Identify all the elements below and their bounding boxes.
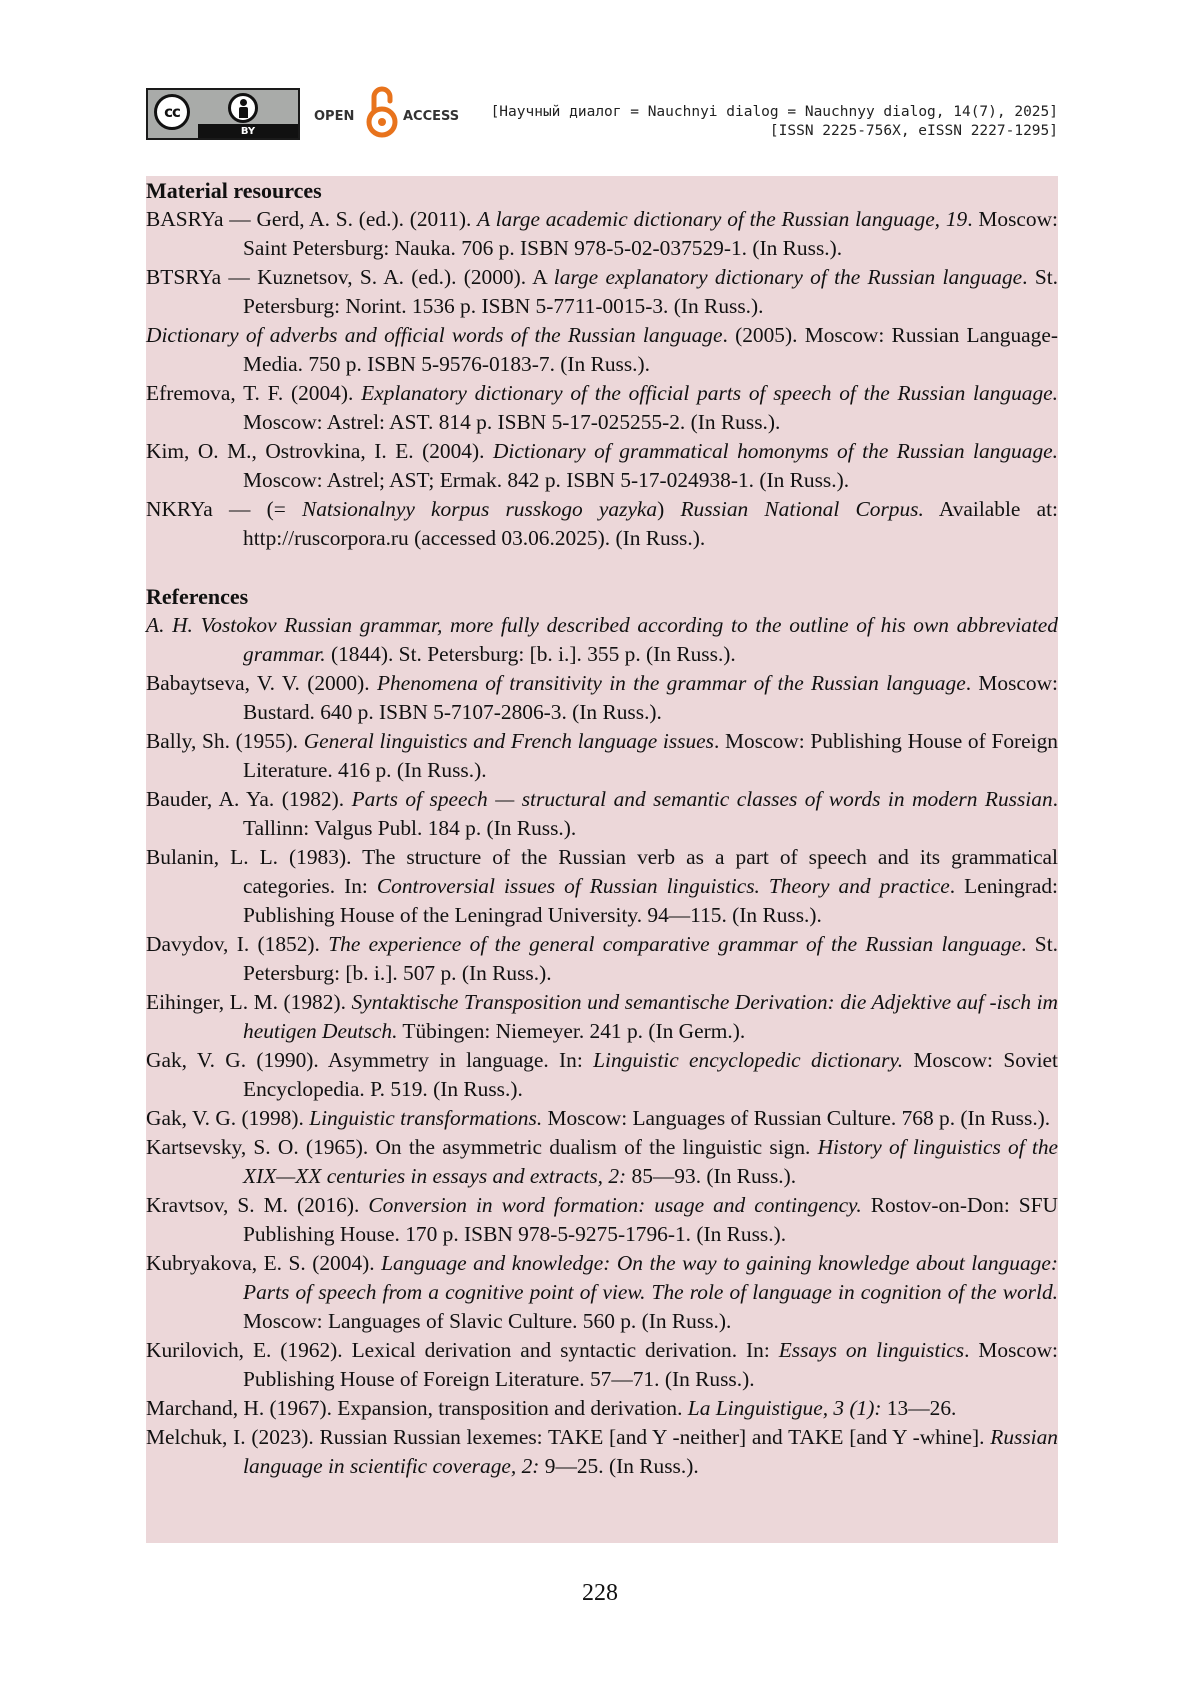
- entry-text: Kurilovich, E. (1962). Lexical derivation and syntactic derivation. In:: [146, 1338, 779, 1362]
- open-access-left-text: OPEN: [314, 109, 355, 124]
- cc-by-license-badge[interactable]: [146, 88, 300, 140]
- material-entry: [146, 205, 1058, 263]
- entry-text: . Moscow: Publishing House of Foreign Literature. 416 p. (In Russ.).: [243, 729, 1058, 782]
- entry-text: Moscow: Soviet Encyclopedia. P. 519. (In Russ.).: [243, 1048, 1058, 1101]
- reference-entry: [146, 930, 1058, 988]
- entry-text: 9—25. (In Russ.).: [539, 1454, 699, 1478]
- entry-text: . Leningrad: Publishing House of the Leningrad University. 94—115. (In Russ.).: [243, 874, 1058, 927]
- entry-text: Marchand, H. (1967). Expansion, transposition and derivation.: [146, 1396, 688, 1420]
- material-resources-list: [146, 205, 1058, 553]
- italic-title: General linguistics and French language issues: [303, 729, 714, 753]
- reference-entry: [146, 1133, 1058, 1191]
- entry-text: ): [657, 497, 681, 521]
- entry-text: . Moscow: Saint Petersburg: Nauka. 706 p. ISBN 978-5-02-037529-1. (In Russ.).: [243, 207, 1058, 260]
- entry-text: Kim, O. M., Ostrovkina, I. E. (2004).: [146, 439, 493, 463]
- reference-entry: [146, 1423, 1058, 1481]
- italic-title: A. H. Vostokov Russian grammar, more fully described according to the outline of his own abbreviated grammar.: [146, 613, 1058, 666]
- italic-title: Conversion in word formation: usage and contingency.: [368, 1193, 862, 1217]
- reference-entry: [146, 785, 1058, 843]
- entry-text: BTSRYa — Kuznetsov, S. A. (ed.). (2000). A: [146, 265, 554, 289]
- entry-text: Bulanin, L. L. (1983). The structure of the Russian verb as a part of speech and its grammatical categories. In:: [146, 845, 1058, 898]
- entry-text: Kravtsov, S. M. (2016).: [146, 1193, 369, 1217]
- material-entry: [146, 495, 1058, 553]
- open-access-lock-icon: [364, 84, 400, 140]
- italic-title: Controversial issues of Russian linguistics. Theory and practice: [376, 874, 950, 898]
- italic-title: Russian National Corpus.: [680, 497, 924, 521]
- entry-text: Gak, V. G. (1998).: [146, 1106, 310, 1130]
- entry-text: Rostov-on-Don: SFU Publishing House. 170 p. ISBN 978-5-9275-1796-1. (In Russ.).: [243, 1193, 1058, 1246]
- entry-text: Tübingen: Niemeyer. 241 p. (In Germ.).: [397, 1019, 746, 1043]
- entry-text: Moscow: Languages of Slavic Culture. 560 p. (In Russ.).: [243, 1309, 732, 1333]
- italic-title: Parts of speech — structural and semantic classes of words in modern Russian: [351, 787, 1053, 811]
- material-entry: [146, 321, 1058, 379]
- journal-line-1: [Научный диалог = Nauchnyi dialog = Nauchnyy dialog, 14(7), 2025]: [490, 104, 1058, 120]
- italic-title: Russian language in scientific coverage, 2:: [243, 1425, 1058, 1478]
- entry-text: (1844). St. Petersburg: [b. i.]. 355 p. (In Russ.).: [325, 642, 736, 666]
- reference-entry: [146, 1249, 1058, 1336]
- entry-text: . Moscow: Bustard. 640 p. ISBN 5-7107-2806-3. (In Russ.).: [243, 671, 1058, 724]
- reference-entry: [146, 1394, 1058, 1423]
- italic-title: Explanatory dictionary of the official parts of speech of the Russian language.: [361, 381, 1058, 405]
- italic-title: Linguistic encyclopedic dictionary.: [593, 1048, 904, 1072]
- italic-title: Essays on linguistics: [778, 1338, 965, 1362]
- entry-text: Bauder, A. Ya. (1982).: [146, 787, 352, 811]
- entry-text: . Moscow: Publishing House of Foreign Literature. 57—71. (In Russ.).: [243, 1338, 1058, 1391]
- entry-text: Gak, V. G. (1990). Asymmetry in language. In:: [146, 1048, 594, 1072]
- entry-text: Efremova, T. F. (2004).: [146, 381, 362, 405]
- reference-entry: [146, 1046, 1058, 1104]
- entry-text: Eihinger, L. M. (1982).: [146, 990, 352, 1014]
- entry-text: Moscow: Languages of Russian Culture. 768 p. (In Russ.).: [542, 1106, 1051, 1130]
- entry-text: 85—93. (In Russ.).: [626, 1164, 797, 1188]
- entry-text: Davydov, I. (1852).: [146, 932, 329, 956]
- italic-title: Dictionary of grammatical homonyms of the Russian language.: [492, 439, 1058, 463]
- entry-text: Moscow: Astrel: AST. 814 p. ISBN 5-17-025255-2. (In Russ.).: [243, 410, 781, 434]
- entry-text: . St. Petersburg: Norint. 1536 p. ISBN 5-7711-0015-3. (In Russ.).: [243, 265, 1059, 318]
- entry-text: . St. Petersburg: [b. i.]. 507 p. (In Russ.).: [243, 932, 1058, 985]
- entry-text: 13—26.: [881, 1396, 957, 1420]
- journal-citation: [491, 103, 1058, 141]
- material-entry: [146, 263, 1058, 321]
- reference-entry: [146, 1336, 1058, 1394]
- reference-entry: [146, 669, 1058, 727]
- material-resources-title: Material resources: [146, 178, 322, 203]
- reference-entry: [146, 1104, 1058, 1133]
- page-header: [146, 84, 1058, 144]
- entry-text: BASRYa — Gerd, A. S. (ed.). (2011).: [146, 207, 478, 231]
- italic-title: A large academic dictionary of the Russian language, 19: [477, 207, 968, 231]
- entry-text: Babaytseva, V. V. (2000).: [146, 671, 377, 695]
- italic-title: Linguistic transformations.: [309, 1106, 543, 1130]
- by-label: BY: [198, 124, 298, 138]
- references-title: References: [146, 584, 249, 609]
- references-list: [146, 611, 1058, 1481]
- entry-text: . (2005). Moscow: Russian Language-Media. 750 p. ISBN 5-9576-0183-7. (In Russ.).: [243, 323, 1058, 376]
- material-entry: [146, 379, 1058, 437]
- italic-title: Language and knowledge: On the way to gaining knowledge about language: Parts of speech from a cognitive point of view. The role of language in cognition of the world.: [243, 1251, 1058, 1304]
- entry-text: Kartsevsky, S. O. (1965). On the asymmetric dualism of the linguistic sign.: [146, 1135, 818, 1159]
- creative-commons-icon: cc: [154, 94, 190, 130]
- entry-text: Moscow: Astrel; AST; Ermak. 842 p. ISBN 5-17-024938-1. (In Russ.).: [243, 468, 850, 492]
- italic-title: Phenomena of transitivity in the grammar of the Russian language: [376, 671, 966, 695]
- open-access-right-text: ACCESS: [403, 109, 460, 124]
- reference-entry: [146, 611, 1058, 669]
- entry-text: NKRYa — (=: [146, 497, 302, 521]
- reference-entry: [146, 727, 1058, 785]
- material-entry: [146, 437, 1058, 495]
- open-access-logo: [314, 84, 464, 144]
- attribution-person-icon: [228, 93, 258, 123]
- italic-title: La Linguistigue, 3 (1):: [687, 1396, 882, 1420]
- journal-issn-line: [ISSN 2225-756X, eISSN 2227-1295]: [769, 123, 1058, 139]
- reference-entry: [146, 988, 1058, 1046]
- italic-title: History of linguistics of the XIX—XX centuries in essays and extracts, 2:: [243, 1135, 1059, 1188]
- highlighted-reference-block: [146, 176, 1058, 1543]
- italic-title: Dictionary of adverbs and official words of the Russian language: [146, 323, 723, 347]
- reference-entry: [146, 1191, 1058, 1249]
- italic-title: Syntaktische Transposition und semantische Derivation: die Adjektive auf -isch im heutigen Deutsch.: [243, 990, 1058, 1043]
- page-number: 228: [582, 1580, 618, 1606]
- entry-text: Kubryakova, E. S. (2004).: [146, 1251, 382, 1275]
- italic-title: The experience of the general comparative grammar of the Russian language: [328, 932, 1022, 956]
- reference-entry: [146, 843, 1058, 930]
- entry-text: . Tallinn: Valgus Publ. 184 p. (In Russ.).: [243, 787, 1058, 840]
- entry-text: Available at: http://ruscorpora.ru (accessed 03.06.2025). (In Russ.).: [243, 497, 1059, 550]
- entry-text: Melchuk, I. (2023). Russian Russian lexemes: TAKE [and Y -neither] and TAKE [and Y -whine].: [146, 1425, 991, 1449]
- italic-title: Natsionalnyy korpus russkogo yazyka: [301, 497, 658, 521]
- italic-title: large explanatory dictionary of the Russian language: [553, 265, 1023, 289]
- entry-text: Bally, Sh. (1955).: [146, 729, 304, 753]
